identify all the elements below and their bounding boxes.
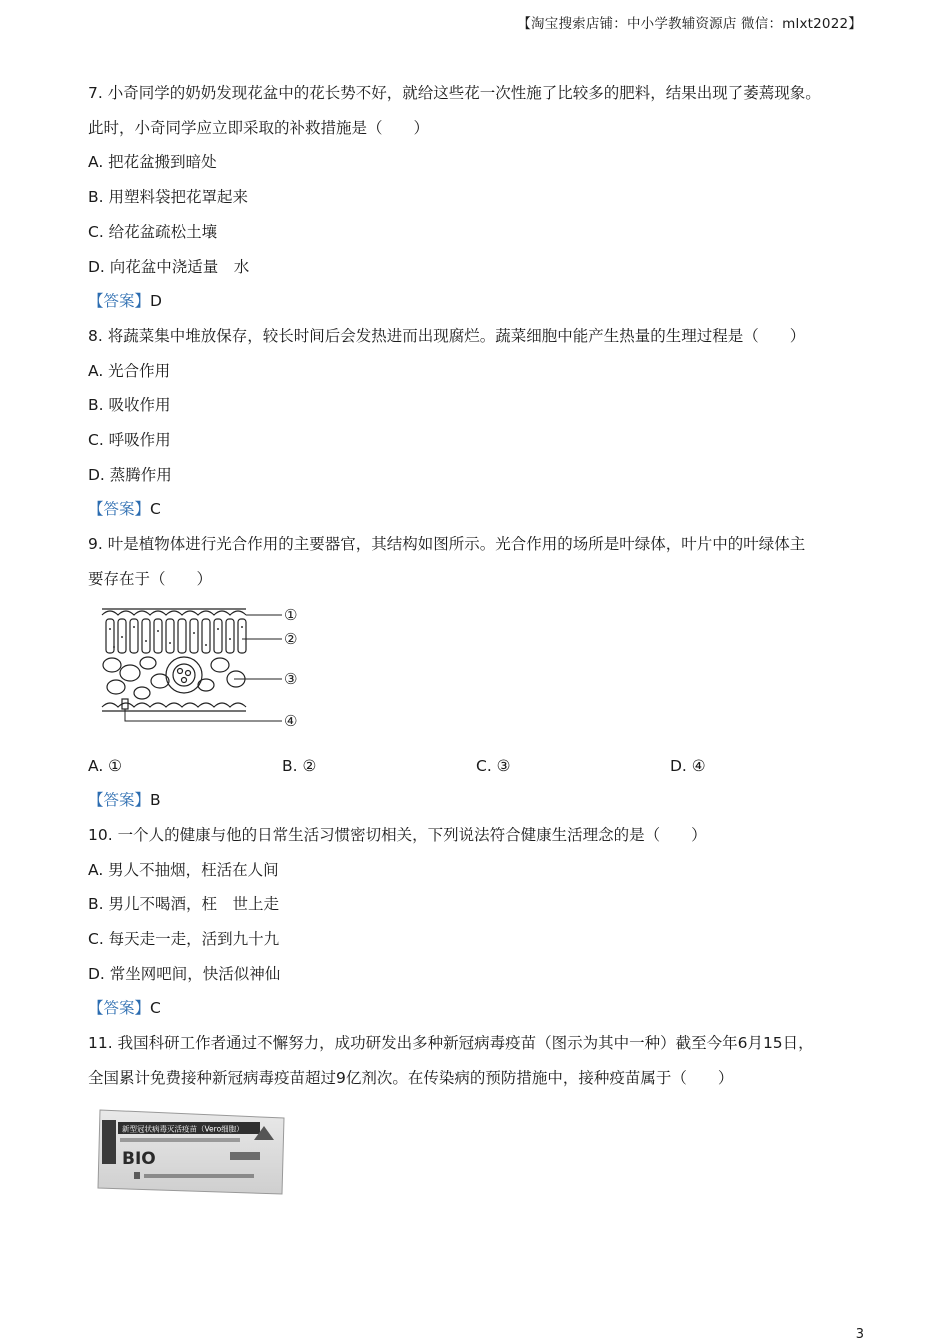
question-8 bbox=[88, 319, 878, 527]
question-stem: 要存在于（ ） bbox=[88, 569, 213, 588]
option-b: B. ② bbox=[282, 756, 317, 775]
question-7 bbox=[88, 76, 878, 319]
answer-line bbox=[88, 492, 878, 527]
option-a: A. 光合作用 bbox=[88, 361, 171, 380]
option-b: B. 男儿不喝酒，枉 世上走 bbox=[88, 895, 279, 914]
option-d: D. ④ bbox=[670, 756, 706, 775]
question-11 bbox=[88, 1026, 878, 1203]
option-b: B. 用塑料袋把花罩起来 bbox=[88, 188, 248, 207]
option-d: D. 常坐网吧间，快活似神仙 bbox=[88, 964, 281, 983]
question-stem: 11. 我国科研工作者通过不懈努力，成功研发出多种新冠病毒疫苗（图示为其中一种）截至今年6月15日， bbox=[88, 1034, 814, 1053]
label-1: ① bbox=[284, 605, 298, 624]
palisade-cells bbox=[106, 619, 246, 653]
option-c: C. 给花盆疏松土壤 bbox=[88, 222, 218, 241]
question-stem: 9. 叶是植物体进行光合作用的主要器官，其结构如图所示。光合作用的场所是叶绿体，叶片中的叶绿体主 bbox=[88, 535, 806, 554]
upper-epidermis-cells bbox=[102, 611, 246, 615]
options-row bbox=[88, 749, 878, 784]
option-a: A. 把花盆搬到暗处 bbox=[88, 153, 217, 172]
question-10 bbox=[88, 818, 878, 1026]
answer-tag: 【答案】 bbox=[88, 999, 151, 1018]
label-3: ③ bbox=[284, 669, 298, 688]
question-stem: 10. 一个人的健康与他的日常生活习惯密切相关，下列说法符合健康生活理念的是（ ） bbox=[88, 825, 707, 844]
chloroplast-dots bbox=[109, 626, 243, 648]
label-4: ④ bbox=[284, 711, 298, 730]
question-stem: 8. 将蔬菜集中堆放保存，较长时间后会发热进而出现腐烂。蔬菜细胞中能产生热量的生理过程是（ ） bbox=[88, 326, 806, 345]
option-d: D. 向花盆中浇适量 水 bbox=[88, 257, 250, 276]
answer-value: C bbox=[150, 999, 161, 1018]
vaccine-title: 新型冠状病毒灭活疫苗（Vero细胞） bbox=[122, 1124, 244, 1134]
answer-value: D bbox=[150, 292, 162, 311]
option-c: C. ③ bbox=[476, 756, 511, 775]
option-a: A. 男人不抽烟，枉活在人间 bbox=[88, 860, 279, 879]
question-stem: 全国累计免费接种新冠病毒疫苗超过9亿剂次。在传染病的预防措施中，接种疫苗属于（ ） bbox=[88, 1068, 734, 1087]
question-list bbox=[88, 76, 878, 1204]
option-d: D. 蒸腾作用 bbox=[88, 465, 172, 484]
answer-value: B bbox=[150, 791, 161, 810]
vein-bundle bbox=[166, 657, 202, 693]
question-9 bbox=[88, 527, 878, 818]
answer-line bbox=[88, 284, 878, 319]
leaf-cross-section-figure bbox=[96, 603, 316, 735]
vaccine-box-photo bbox=[94, 1104, 290, 1200]
page-header: 【淘宝搜索店铺：中小学教辅资源店 微信：mlxt2022】 bbox=[517, 16, 862, 32]
question-stem: 此时，小奇同学应立即采取的补救措施是（ ） bbox=[88, 118, 430, 137]
answer-tag: 【答案】 bbox=[88, 292, 151, 311]
answer-value: C bbox=[150, 500, 161, 519]
option-b: B. 吸收作用 bbox=[88, 396, 171, 415]
lower-epidermis-cells bbox=[102, 703, 246, 707]
option-c: C. 每天走一走，活到九十九 bbox=[88, 930, 280, 949]
answer-line bbox=[88, 783, 878, 818]
page-number: 3 bbox=[855, 1327, 864, 1342]
question-stem: 7. 小奇同学的奶奶发现花盆中的花长势不好，就给这些花一次性施了比较多的肥料，结果出现了萎蔫现象。 bbox=[88, 84, 821, 102]
label-2: ② bbox=[284, 629, 298, 648]
answer-tag: 【答案】 bbox=[88, 500, 151, 519]
vaccine-brand: BIO bbox=[122, 1148, 156, 1169]
option-c: C. 呼吸作用 bbox=[88, 431, 171, 450]
option-a: A. ① bbox=[88, 756, 123, 775]
answer-line bbox=[88, 991, 878, 1026]
answer-tag: 【答案】 bbox=[88, 791, 151, 810]
